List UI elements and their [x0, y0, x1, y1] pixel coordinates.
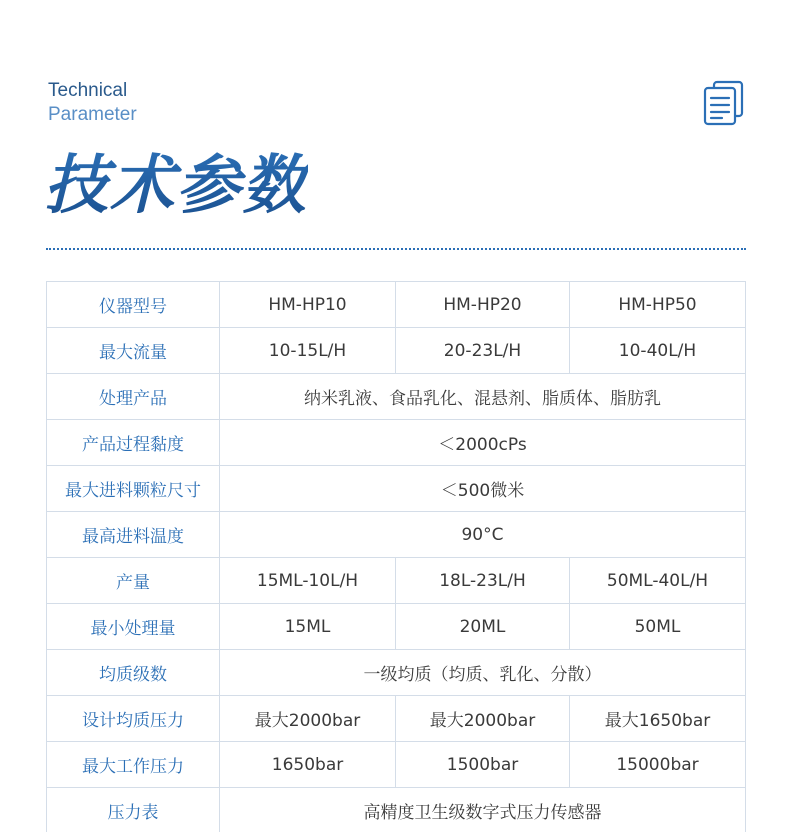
- header-en-technical: Technical: [48, 80, 128, 101]
- table-row: [47, 512, 746, 558]
- row-value-merged: ＜2000cPs: [220, 420, 746, 466]
- row-label: 压力表: [47, 788, 220, 832]
- row-label: 最大进料颗粒尺寸: [47, 466, 220, 512]
- table-row: [47, 788, 746, 832]
- row-label: 最大工作压力: [47, 742, 220, 788]
- row-value-model-3: 50ML-40L/H: [570, 558, 746, 604]
- row-value-model-2: 20-23L/H: [396, 328, 570, 374]
- row-value-model-1: 10-15L/H: [220, 328, 396, 374]
- spec-table-body: [47, 282, 746, 832]
- row-value-merged: 高精度卫生级数字式压力传感器: [220, 788, 746, 832]
- row-value-model-1: 1650bar: [220, 742, 396, 788]
- header-en-parameter: Parameter: [48, 104, 137, 125]
- row-label: 仪器型号: [47, 282, 220, 328]
- row-value-merged: 纳米乳液、食品乳化、混悬剂、脂质体、脂肪乳: [220, 374, 746, 420]
- row-label: 设计均质压力: [47, 696, 220, 742]
- row-value-model-3: 50ML: [570, 604, 746, 650]
- row-value-model-3: HM-HP50: [570, 282, 746, 328]
- row-value-model-3: 10-40L/H: [570, 328, 746, 374]
- row-label: 最高进料温度: [47, 512, 220, 558]
- row-value-model-2: 1500bar: [396, 742, 570, 788]
- row-label: 最大流量: [47, 328, 220, 374]
- header-english: [48, 79, 137, 127]
- row-value-merged: 90°C: [220, 512, 746, 558]
- row-value-model-3: 最大1650bar: [570, 696, 746, 742]
- table-row: [47, 466, 746, 512]
- row-value-model-3: 15000bar: [570, 742, 746, 788]
- table-row: [47, 282, 746, 328]
- table-row: [47, 604, 746, 650]
- row-value-model-1: 15ML: [220, 604, 396, 650]
- page-title: 技术参数: [44, 146, 308, 226]
- table-row: [47, 696, 746, 742]
- row-value-model-1: 15ML-10L/H: [220, 558, 396, 604]
- row-value-merged: 一级均质（均质、乳化、分散）: [220, 650, 746, 696]
- row-label: 处理产品: [47, 374, 220, 420]
- dotted-divider: [46, 248, 746, 250]
- row-value-model-2: 20ML: [396, 604, 570, 650]
- row-value-model-1: 最大2000bar: [220, 696, 396, 742]
- row-label: 产量: [47, 558, 220, 604]
- table-row: [47, 650, 746, 696]
- row-label: 均质级数: [47, 650, 220, 696]
- row-label: 产品过程黏度: [47, 420, 220, 466]
- table-row: [47, 742, 746, 788]
- row-value-model-2: 最大2000bar: [396, 696, 570, 742]
- spec-table: [46, 281, 746, 832]
- row-label: 最小处理量: [47, 604, 220, 650]
- row-value-model-2: 18L-23L/H: [396, 558, 570, 604]
- table-row: [47, 328, 746, 374]
- table-row: [47, 374, 746, 420]
- table-row: [47, 420, 746, 466]
- row-value-merged: ＜500微米: [220, 466, 746, 512]
- row-value-model-2: HM-HP20: [396, 282, 570, 328]
- row-value-model-1: HM-HP10: [220, 282, 396, 328]
- document-stack-icon: [700, 80, 748, 126]
- table-row: [47, 558, 746, 604]
